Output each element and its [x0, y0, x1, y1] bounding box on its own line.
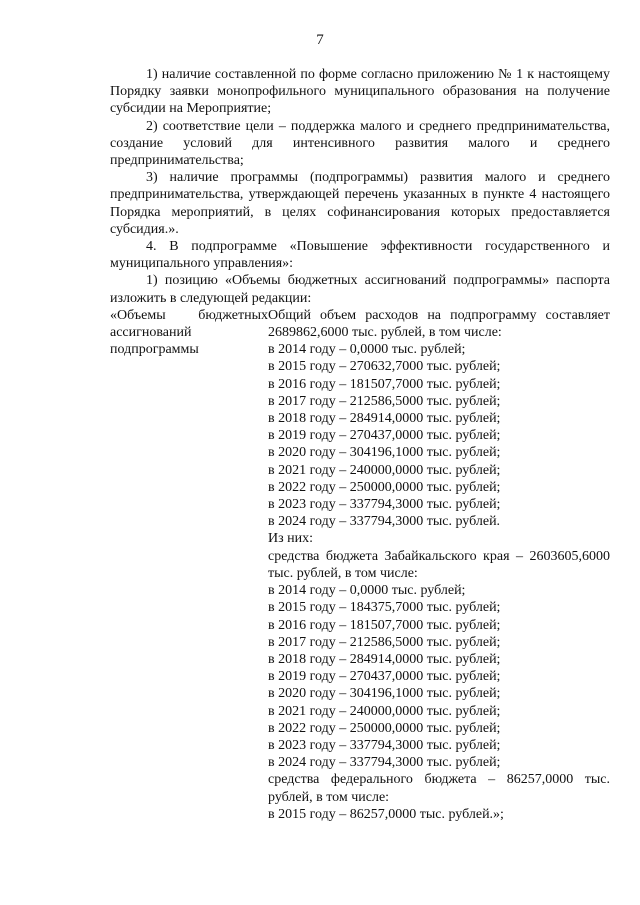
passport-label-line: «Объемы бюджетных [110, 307, 268, 323]
federal-year-line: в 2015 году – 86257,0000 тыс. рублей.»; [268, 806, 504, 822]
regional-year-line: в 2024 году – 337794,3000 тыс. рублей; [268, 755, 501, 771]
regional-year-line: в 2022 году – 250000,0000 тыс. рублей; [268, 720, 501, 736]
total-intro: Общий объем расходов на подпрограмму составляет 2689862,6000 тыс. рублей, в том числе: [268, 307, 610, 341]
regional-year-line: в 2015 году – 184375,7000 тыс. рублей; [268, 600, 501, 616]
total-year-line: в 2019 году – 270437,0000 тыс. рублей; [268, 428, 501, 444]
regional-year-line: в 2014 году – 0,0000 тыс. рублей; [268, 583, 466, 599]
regional-year-line: в 2019 году – 270437,0000 тыс. рублей; [268, 669, 501, 685]
total-year-line: в 2021 году – 240000,0000 тыс. рублей; [268, 462, 501, 478]
passport-label-line: подпрограммы [110, 342, 199, 358]
regional-year-line: в 2016 году – 181507,7000 тыс. рублей; [268, 617, 501, 633]
total-year-line: в 2022 году – 250000,0000 тыс. рублей; [268, 479, 501, 495]
regional-year-line: в 2021 году – 240000,0000 тыс. рублей; [268, 703, 501, 719]
paragraph-subprogram: 4. В подпрограмме «Повышение эффективности государственного и муниципального управления»: [110, 239, 610, 272]
paragraph-condition-1: 1) наличие составленной по форме согласно приложению № 1 к настоящему Порядку заявки монопрофильного муниципального образования на получение субсидии на Мероприятие; [110, 67, 610, 117]
paragraph-condition-2: 2) соответствие цели – поддержка малого и среднего предпринимательства, создание условий для интенсивного развития малого и среднего предпринимательства; [110, 118, 610, 169]
passport-value [268, 307, 610, 823]
regional-year-list [268, 582, 610, 771]
regional-year-line: в 2017 году – 212586,5000 тыс. рублей; [268, 634, 501, 650]
regional-intro: средства бюджета Забайкальского края – 2603605,6000 тыс. рублей, в том числе: [268, 548, 610, 581]
total-year-line: в 2023 году – 337794,3000 тыс. рублей; [268, 497, 501, 513]
paragraph-condition-3: 3) наличие программы (подпрограммы) развития малого и среднего предпринимательства, утверждающей перечень указанных в пункте 4 настоящего Порядка мероприятий, в целях софинансирования которых предоставляется субсидия.». [110, 170, 610, 237]
total-year-list [268, 341, 610, 530]
federal-intro: средства федерального бюджета – 86257,0000 тыс. рублей, в том числе: [268, 772, 610, 805]
passport-label-line: ассигнований [110, 325, 192, 341]
total-year-line: в 2015 году – 270632,7000 тыс. рублей; [268, 359, 501, 375]
total-year-line: в 2018 году – 284914,0000 тыс. рублей; [268, 411, 501, 427]
regional-year-line: в 2020 году – 304196,1000 тыс. рублей; [268, 686, 501, 702]
passport-label [110, 307, 268, 823]
total-year-line: в 2024 году – 337794,3000 тыс. рублей. [268, 514, 501, 530]
regional-year-line: в 2023 году – 337794,3000 тыс. рублей; [268, 737, 501, 753]
document-body [110, 66, 610, 823]
paragraph-position: 1) позицию «Объемы бюджетных ассигнований подпрограммы» паспорта изложить в следующей редакции: [110, 273, 610, 306]
total-year-line: в 2014 году – 0,0000 тыс. рублей; [268, 342, 466, 358]
total-year-line: в 2017 году – 212586,5000 тыс. рублей; [268, 393, 501, 409]
passport-table [110, 307, 610, 823]
regional-year-line: в 2018 году – 284914,0000 тыс. рублей; [268, 651, 501, 667]
total-year-line: в 2016 году – 181507,7000 тыс. рублей; [268, 376, 501, 392]
page-number: 7 [316, 32, 324, 48]
of-them-label: Из них: [268, 531, 314, 547]
total-year-line: в 2020 году – 304196,1000 тыс. рублей; [268, 445, 501, 461]
